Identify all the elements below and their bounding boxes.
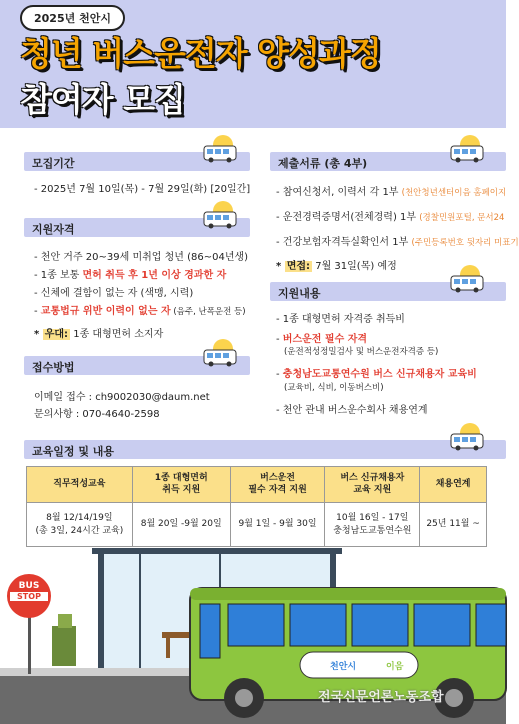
schedule-header-cell: 버스운전 필수 자격 지원 [230, 467, 325, 503]
bus-logo-text: 이음 [386, 662, 404, 672]
header-banner [0, 0, 506, 128]
schedule-header-cell: 버스 신규채용자 교육 지원 [325, 467, 420, 503]
support-item-sub: (교육비, 식비, 이동버스비) [284, 383, 384, 393]
bus-icon [448, 264, 488, 294]
qualification-item: - 교통법규 위반 이력이 없는 자 (음주, 난폭운전 등) [34, 306, 246, 317]
schedule-header-row [27, 467, 487, 503]
schedule-cell: 10월 16일 - 17일 충청남도교통연수원 [325, 503, 420, 547]
document-item: - 건강보험자격득실확인서 1부 (주민등록번호 뒷자리 미표기 [276, 237, 519, 248]
watermark: 전국신문언론노동조합 [318, 690, 444, 705]
schedule-cell: 8월 20일 -9월 20일 [132, 503, 230, 547]
documents-heading: 제출서류 (총 4부) [270, 152, 506, 171]
period-heading: 모집기간 [24, 152, 250, 171]
schedule-header-cell: 직무적성교육 [27, 467, 133, 503]
bus-icon [201, 338, 241, 368]
schedule-header-cell: 1종 대형면허 취득 지원 [132, 467, 230, 503]
bus-logo-text: 천안시 [330, 662, 357, 672]
support-item: - 1종 대형면허 자격증 취득비 [276, 314, 405, 325]
schedule-cell: 9월 1일 - 9월 30일 [230, 503, 325, 547]
interview-note: * 면접: 7월 31일(목) 예정 [276, 261, 397, 272]
bus-icon [201, 200, 241, 230]
schedule-data-row [27, 503, 487, 547]
year-badge: 2025년 천안시 [20, 5, 125, 31]
support-item-sub: (운전적성정밀검사 및 버스운전자격증 등) [284, 347, 439, 357]
support-heading: 지원내용 [270, 282, 506, 301]
qualification-item: - 천안 거주 20~39세 미취업 청년 (86~04년생) [34, 252, 249, 263]
schedule-cell: 25년 11월 ~ [420, 503, 487, 547]
document-item: - 운전경력증명서(전체경력) 1부 (경찰민원포털, 문서24 [276, 212, 505, 223]
qualification-item: - 신체에 결함이 없는 자 (색맹, 시력) [34, 288, 194, 299]
bus-stop-sign-text: STOP [17, 592, 41, 601]
schedule-header-cell: 채용연계 [420, 467, 487, 503]
apply-phone: 문의사항 : 070-4640-2598 [34, 409, 160, 420]
support-item: - 천안 관내 버스운수회사 채용연계 [276, 405, 428, 416]
bus-icon [201, 134, 241, 164]
title-line2: 참여자 모집 [20, 80, 185, 119]
schedule-table [26, 466, 487, 547]
apply-heading: 접수방법 [24, 356, 250, 375]
title-line1: 청년 버스운전자 양성과정 [20, 34, 381, 73]
bus-icon [448, 422, 488, 452]
bus-stop-sign-text: BUS [18, 581, 40, 591]
bus-icon [448, 134, 488, 164]
schedule-cell: 8월 12/14/19일 (총 3일, 24시간 교육) [27, 503, 133, 547]
preference-note: * 우대: 1종 대형면허 소지자 [34, 329, 164, 340]
support-item: - 충청남도교통연수원 버스 신규채용자 교육비 [276, 369, 477, 380]
document-item: - 참여신청서, 이력서 각 1부 (천안청년센터이음 홈페이지 [276, 187, 507, 198]
apply-email[interactable]: 이메일 접수 : ch9002030@daum.net [34, 392, 210, 403]
schedule-heading: 교육일정 및 내용 [24, 440, 506, 459]
period-text: - 2025년 7월 10일(목) - 7월 29일(화) [20일간] [34, 184, 251, 195]
support-item: - 버스운전 필수 자격 [276, 334, 368, 345]
qualification-heading: 지원자격 [24, 218, 250, 237]
qualification-item: - 1종 보통 면허 취득 후 1년 이상 경과한 자 [34, 270, 227, 281]
